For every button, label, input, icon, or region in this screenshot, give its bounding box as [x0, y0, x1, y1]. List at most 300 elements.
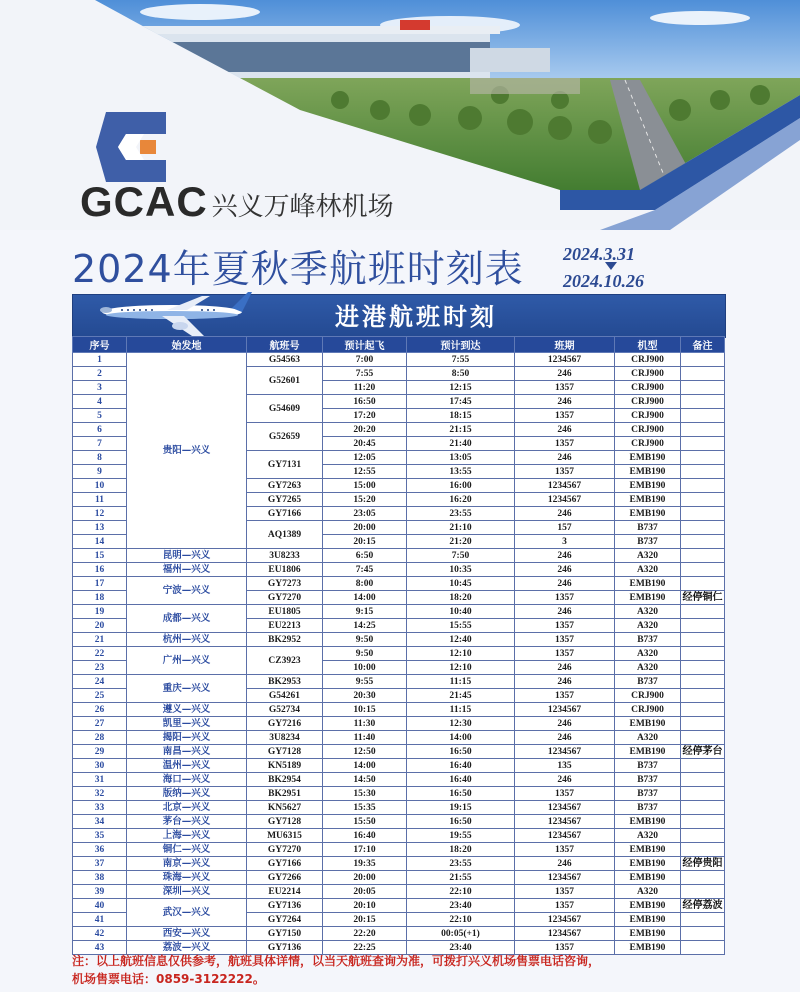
- cell-dep: 7:55: [323, 367, 407, 381]
- cell-flight: G54261: [247, 689, 323, 703]
- cell-type: EMB190: [615, 465, 681, 479]
- col-header: 班期: [515, 337, 615, 353]
- cell-note: 经停铜仁: [682, 591, 723, 603]
- cell-dep: 16:50: [323, 395, 407, 409]
- cell-dep: 9:55: [323, 675, 407, 689]
- cell-days: 1357: [515, 885, 615, 899]
- cell-flight: 3U8233: [247, 549, 323, 563]
- cell-arr: 7:55: [407, 353, 515, 367]
- cell-note: [681, 493, 725, 507]
- cell-arr: 8:50: [407, 367, 515, 381]
- cell-arr: 22:10: [407, 885, 515, 899]
- cell-days: 1357: [515, 465, 615, 479]
- table-row: [73, 745, 725, 759]
- cell-type: A320: [615, 885, 681, 899]
- cell-arr: 12:15: [407, 381, 515, 395]
- col-header: 机型: [615, 337, 681, 353]
- cell-flight: GY7273: [247, 577, 323, 591]
- cell-route: 成都—兴义: [127, 605, 247, 633]
- cell-route: 珠海—兴义: [127, 871, 247, 885]
- cell-note: [681, 605, 725, 619]
- cell-type: EMB190: [615, 927, 681, 941]
- cell-type: EMB190: [615, 745, 681, 759]
- cell-note: [681, 717, 725, 731]
- cell-note: [681, 479, 725, 493]
- cell-dep: 9:50: [323, 633, 407, 647]
- cell-arr: 21:20: [407, 535, 515, 549]
- cell-note: [681, 521, 725, 535]
- cell-days: 246: [515, 451, 615, 465]
- cell-type: EMB190: [615, 899, 681, 913]
- cell-arr: 12:40: [407, 633, 515, 647]
- cell-note: [681, 801, 725, 815]
- cell-idx: 33: [73, 801, 127, 815]
- cell-arr: 16:20: [407, 493, 515, 507]
- cell-arr: 7:50: [407, 549, 515, 563]
- cell-flight: GY7131: [247, 451, 323, 479]
- table-row: [73, 759, 725, 773]
- banner-title: 进港航班时刻: [335, 303, 497, 331]
- cell-flight: G54609: [247, 395, 323, 423]
- cell-idx: 16: [73, 563, 127, 577]
- cell-idx: 31: [73, 773, 127, 787]
- cell-flight: MU6315: [247, 829, 323, 843]
- cell-note: [681, 871, 725, 885]
- table-row: [73, 829, 725, 843]
- cell-idx: 7: [73, 437, 127, 451]
- cell-idx: 22: [73, 647, 127, 661]
- cell-days: 246: [515, 395, 615, 409]
- cell-flight: GY7136: [247, 899, 323, 913]
- cell-flight: KN5627: [247, 801, 323, 815]
- cell-idx: 25: [73, 689, 127, 703]
- table-row: [73, 927, 725, 941]
- cell-idx: 18: [73, 591, 127, 605]
- cell-note: [681, 437, 725, 451]
- cell-route: 宁波—兴义: [127, 577, 247, 605]
- cell-idx: 42: [73, 927, 127, 941]
- cell-dep: 15:00: [323, 479, 407, 493]
- cell-days: 1357: [515, 941, 615, 955]
- table-row: [73, 843, 725, 857]
- schedule-body: [73, 353, 725, 955]
- logo-text: GCAC: [80, 178, 208, 225]
- cell-flight: GY7270: [247, 591, 323, 605]
- cell-route: 杭州—兴义: [127, 633, 247, 647]
- cell-flight: 3U8234: [247, 731, 323, 745]
- cell-note: [681, 619, 725, 633]
- cell-note: [681, 633, 725, 647]
- cell-type: EMB190: [615, 507, 681, 521]
- cell-days: 1357: [515, 689, 615, 703]
- cell-note: [681, 913, 725, 927]
- cell-flight: GY7265: [247, 493, 323, 507]
- cell-type: CRJ900: [615, 381, 681, 395]
- cell-dep: 8:00: [323, 577, 407, 591]
- cell-dep: 15:20: [323, 493, 407, 507]
- cell-days: 1357: [515, 381, 615, 395]
- cell-arr: 10:45: [407, 577, 515, 591]
- cell-dep: 22:20: [323, 927, 407, 941]
- cell-dep: 23:05: [323, 507, 407, 521]
- col-header: 序号: [73, 337, 127, 353]
- col-header: 预计起飞: [323, 337, 407, 353]
- cell-days: 246: [515, 857, 615, 871]
- cell-arr: 23:40: [407, 941, 515, 955]
- table-row: [73, 787, 725, 801]
- cell-note: 经停贵阳: [682, 857, 723, 869]
- cell-flight: BK2951: [247, 787, 323, 801]
- cell-note: [681, 773, 725, 787]
- table-row: [73, 577, 725, 591]
- cell-flight: KN5189: [247, 759, 323, 773]
- table-row: [73, 717, 725, 731]
- cell-type: EMB190: [615, 843, 681, 857]
- date-end: 2024.10.26: [563, 271, 644, 291]
- cell-arr: 16:00: [407, 479, 515, 493]
- cell-days: 1357: [515, 591, 615, 605]
- cell-days: 246: [515, 717, 615, 731]
- cell-arr: 12:30: [407, 717, 515, 731]
- cell-arr: 18:20: [407, 843, 515, 857]
- date-arrow-icon: [605, 262, 617, 270]
- cell-type: A320: [615, 829, 681, 843]
- cell-flight: G54563: [247, 353, 323, 367]
- cell-note: [681, 647, 725, 661]
- cell-days: 1234567: [515, 479, 615, 493]
- cell-type: EMB190: [615, 479, 681, 493]
- table-row: [73, 703, 725, 717]
- cell-note: 经停荔波: [682, 899, 723, 911]
- cell-route: 温州—兴义: [127, 759, 247, 773]
- cell-type: CRJ900: [615, 395, 681, 409]
- cell-idx: 1: [73, 353, 127, 367]
- cell-route: 重庆—兴义: [127, 675, 247, 703]
- cell-idx: 26: [73, 703, 127, 717]
- cell-arr: 23:40: [407, 899, 515, 913]
- cell-note: [681, 507, 725, 521]
- cell-type: B737: [615, 633, 681, 647]
- cell-note: [681, 885, 725, 899]
- col-header: 始发地: [127, 337, 247, 353]
- cell-idx: 3: [73, 381, 127, 395]
- cell-type: EMB190: [615, 941, 681, 955]
- table-row: [73, 675, 725, 689]
- cell-flight: EU2213: [247, 619, 323, 633]
- cell-dep: 12:05: [323, 451, 407, 465]
- cell-arr: 10:35: [407, 563, 515, 577]
- cell-route: 深圳—兴义: [127, 885, 247, 899]
- cell-note: [681, 829, 725, 843]
- table-row: [73, 815, 725, 829]
- cell-type: CRJ900: [615, 437, 681, 451]
- cell-idx: 36: [73, 843, 127, 857]
- cell-days: 246: [515, 605, 615, 619]
- cell-arr: 19:55: [407, 829, 515, 843]
- cell-idx: 20: [73, 619, 127, 633]
- cell-note: [681, 787, 725, 801]
- cell-days: 1357: [515, 843, 615, 857]
- cell-dep: 17:20: [323, 409, 407, 423]
- table-header-row: [73, 337, 725, 353]
- cell-idx: 27: [73, 717, 127, 731]
- table-row: [73, 773, 725, 787]
- cell-dep: 22:25: [323, 941, 407, 955]
- cell-idx: 43: [73, 941, 127, 955]
- cell-dep: 20:05: [323, 885, 407, 899]
- cell-dep: 19:35: [323, 857, 407, 871]
- cell-flight: GY7264: [247, 913, 323, 927]
- cell-days: 1357: [515, 899, 615, 913]
- cell-days: 1234567: [515, 353, 615, 367]
- cell-dep: 20:15: [323, 535, 407, 549]
- cell-type: B737: [615, 773, 681, 787]
- cell-arr: 10:40: [407, 605, 515, 619]
- cell-type: B737: [615, 787, 681, 801]
- cell-flight: BK2952: [247, 633, 323, 647]
- page-title: 2024年夏秋季航班时刻表: [72, 247, 524, 291]
- cell-idx: 37: [73, 857, 127, 871]
- cell-flight: CZ3923: [247, 647, 323, 675]
- cell-route: 南京—兴义: [127, 857, 247, 871]
- cell-dep: 11:20: [323, 381, 407, 395]
- cell-type: EMB190: [615, 815, 681, 829]
- cell-days: 1234567: [515, 829, 615, 843]
- cell-arr: 21:55: [407, 871, 515, 885]
- cell-arr: 16:50: [407, 787, 515, 801]
- cell-idx: 23: [73, 661, 127, 675]
- cell-dep: 12:50: [323, 745, 407, 759]
- cell-days: 246: [515, 563, 615, 577]
- cell-note: [681, 451, 725, 465]
- cell-route: 贵阳—兴义: [127, 353, 247, 549]
- cell-note: [681, 703, 725, 717]
- cell-route: 西安—兴义: [127, 927, 247, 941]
- cell-type: CRJ900: [615, 689, 681, 703]
- cell-arr: 23:55: [407, 857, 515, 871]
- cell-note: [681, 577, 725, 591]
- cell-idx: 19: [73, 605, 127, 619]
- cell-type: A320: [615, 619, 681, 633]
- col-header: 航班号: [247, 337, 323, 353]
- cell-note: [681, 689, 725, 703]
- cell-days: 1357: [515, 437, 615, 451]
- cell-type: B737: [615, 535, 681, 549]
- cell-route: 武汉—兴义: [127, 899, 247, 927]
- cell-idx: 17: [73, 577, 127, 591]
- cell-days: 1357: [515, 619, 615, 633]
- cell-days: 157: [515, 521, 615, 535]
- cell-days: 246: [515, 577, 615, 591]
- table-row: [73, 563, 725, 577]
- cell-days: 1357: [515, 633, 615, 647]
- cell-flight: EU2214: [247, 885, 323, 899]
- cell-dep: 11:40: [323, 731, 407, 745]
- cell-type: B737: [615, 521, 681, 535]
- cell-idx: 4: [73, 395, 127, 409]
- cell-days: 1234567: [515, 745, 615, 759]
- cell-note: [681, 815, 725, 829]
- cell-idx: 21: [73, 633, 127, 647]
- cell-idx: 40: [73, 899, 127, 913]
- footer-note: [72, 952, 732, 988]
- cell-dep: 15:30: [323, 787, 407, 801]
- cell-dep: 9:50: [323, 647, 407, 661]
- cell-days: 246: [515, 549, 615, 563]
- cell-idx: 9: [73, 465, 127, 479]
- footer-line: 机场售票电话：0859-3122222。: [72, 972, 265, 986]
- cell-type: A320: [615, 661, 681, 675]
- cell-arr: 11:15: [407, 703, 515, 717]
- cell-type: B737: [615, 759, 681, 773]
- cell-arr: 18:20: [407, 591, 515, 605]
- cell-arr: 12:10: [407, 661, 515, 675]
- cell-note: [681, 423, 725, 437]
- cell-idx: 2: [73, 367, 127, 381]
- cell-route: 上海—兴义: [127, 829, 247, 843]
- cell-note: 经停茅台: [682, 745, 723, 757]
- cell-days: 1234567: [515, 927, 615, 941]
- cell-route: 福州—兴义: [127, 563, 247, 577]
- cell-idx: 8: [73, 451, 127, 465]
- cell-idx: 32: [73, 787, 127, 801]
- cell-note: [681, 549, 725, 563]
- cell-days: 1234567: [515, 801, 615, 815]
- table-row: [73, 857, 725, 871]
- cell-days: 1234567: [515, 493, 615, 507]
- cell-dep: 20:30: [323, 689, 407, 703]
- cell-dep: 15:35: [323, 801, 407, 815]
- cell-days: 246: [515, 507, 615, 521]
- cell-dep: 17:10: [323, 843, 407, 857]
- cell-days: 3: [515, 535, 615, 549]
- cell-idx: 6: [73, 423, 127, 437]
- schedule-table: [72, 336, 725, 955]
- cell-days: 1357: [515, 787, 615, 801]
- cell-flight: GY7166: [247, 507, 323, 521]
- cell-dep: 14:25: [323, 619, 407, 633]
- cell-note: [681, 563, 725, 577]
- cell-days: 1234567: [515, 871, 615, 885]
- cell-idx: 15: [73, 549, 127, 563]
- cell-note: [681, 843, 725, 857]
- cell-days: 1234567: [515, 815, 615, 829]
- cell-flight: GY7136: [247, 941, 323, 955]
- cell-type: A320: [615, 731, 681, 745]
- cell-arr: 00:05(+1): [407, 927, 515, 941]
- logo-wordmark: [80, 180, 394, 224]
- cell-arr: 16:40: [407, 759, 515, 773]
- cell-days: 1234567: [515, 703, 615, 717]
- cell-days: 1357: [515, 647, 615, 661]
- cell-flight: EU1806: [247, 563, 323, 577]
- cell-route: 昆明—兴义: [127, 549, 247, 563]
- airport-name: 兴义万峰林机场: [211, 192, 394, 222]
- cell-days: 246: [515, 731, 615, 745]
- cell-arr: 21:45: [407, 689, 515, 703]
- cell-flight: G52734: [247, 703, 323, 717]
- cell-type: A320: [615, 549, 681, 563]
- cell-type: EMB190: [615, 857, 681, 871]
- cell-days: 246: [515, 423, 615, 437]
- cell-type: CRJ900: [615, 423, 681, 437]
- cell-route: 遵义—兴义: [127, 703, 247, 717]
- table-row: [73, 885, 725, 899]
- cell-dep: 15:50: [323, 815, 407, 829]
- cell-arr: 16:50: [407, 745, 515, 759]
- cell-arr: 13:55: [407, 465, 515, 479]
- cell-flight: EU1805: [247, 605, 323, 619]
- cell-note: [681, 675, 725, 689]
- cell-arr: 11:15: [407, 675, 515, 689]
- cell-type: B737: [615, 801, 681, 815]
- cell-type: A320: [615, 647, 681, 661]
- cell-idx: 10: [73, 479, 127, 493]
- cell-arr: 16:40: [407, 773, 515, 787]
- table-row: [73, 731, 725, 745]
- cell-arr: 17:45: [407, 395, 515, 409]
- cell-dep: 10:15: [323, 703, 407, 717]
- cell-type: EMB190: [615, 493, 681, 507]
- cell-note: [681, 759, 725, 773]
- cell-type: CRJ900: [615, 353, 681, 367]
- cell-route: 北京—兴义: [127, 801, 247, 815]
- cell-route: 广州—兴义: [127, 647, 247, 675]
- cell-idx: 5: [73, 409, 127, 423]
- cell-dep: 9:15: [323, 605, 407, 619]
- cell-arr: 21:40: [407, 437, 515, 451]
- cell-dep: 14:50: [323, 773, 407, 787]
- date-start: 2024.3.31: [563, 244, 635, 264]
- cell-route: 南昌—兴义: [127, 745, 247, 759]
- cell-arr: 15:55: [407, 619, 515, 633]
- table-row: [73, 353, 725, 367]
- cell-idx: 39: [73, 885, 127, 899]
- table-row: [73, 899, 725, 913]
- cell-route: 茅台—兴义: [127, 815, 247, 829]
- cell-idx: 38: [73, 871, 127, 885]
- airplane-icon: [72, 288, 252, 338]
- cell-type: EMB190: [615, 717, 681, 731]
- cell-days: 246: [515, 773, 615, 787]
- cell-type: CRJ900: [615, 703, 681, 717]
- cell-days: 246: [515, 675, 615, 689]
- cell-note: [681, 731, 725, 745]
- cell-dep: 7:00: [323, 353, 407, 367]
- cell-route: 凯里—兴义: [127, 717, 247, 731]
- cell-note: [681, 395, 725, 409]
- cell-idx: 28: [73, 731, 127, 745]
- cell-route: 铜仁—兴义: [127, 843, 247, 857]
- cell-idx: 34: [73, 815, 127, 829]
- cell-flight: GY7128: [247, 745, 323, 759]
- cell-idx: 11: [73, 493, 127, 507]
- cell-idx: 41: [73, 913, 127, 927]
- gcac-logo-icon: [96, 112, 166, 182]
- table-row: [73, 605, 725, 619]
- cell-note: [681, 353, 725, 367]
- cell-idx: 35: [73, 829, 127, 843]
- cell-type: A320: [615, 563, 681, 577]
- cell-note: [681, 409, 725, 423]
- cell-dep: 11:30: [323, 717, 407, 731]
- table-row: [73, 633, 725, 647]
- table-row: [73, 871, 725, 885]
- cell-flight: GY7263: [247, 479, 323, 493]
- cell-type: EMB190: [615, 577, 681, 591]
- cell-type: EMB190: [615, 591, 681, 605]
- cell-type: CRJ900: [615, 409, 681, 423]
